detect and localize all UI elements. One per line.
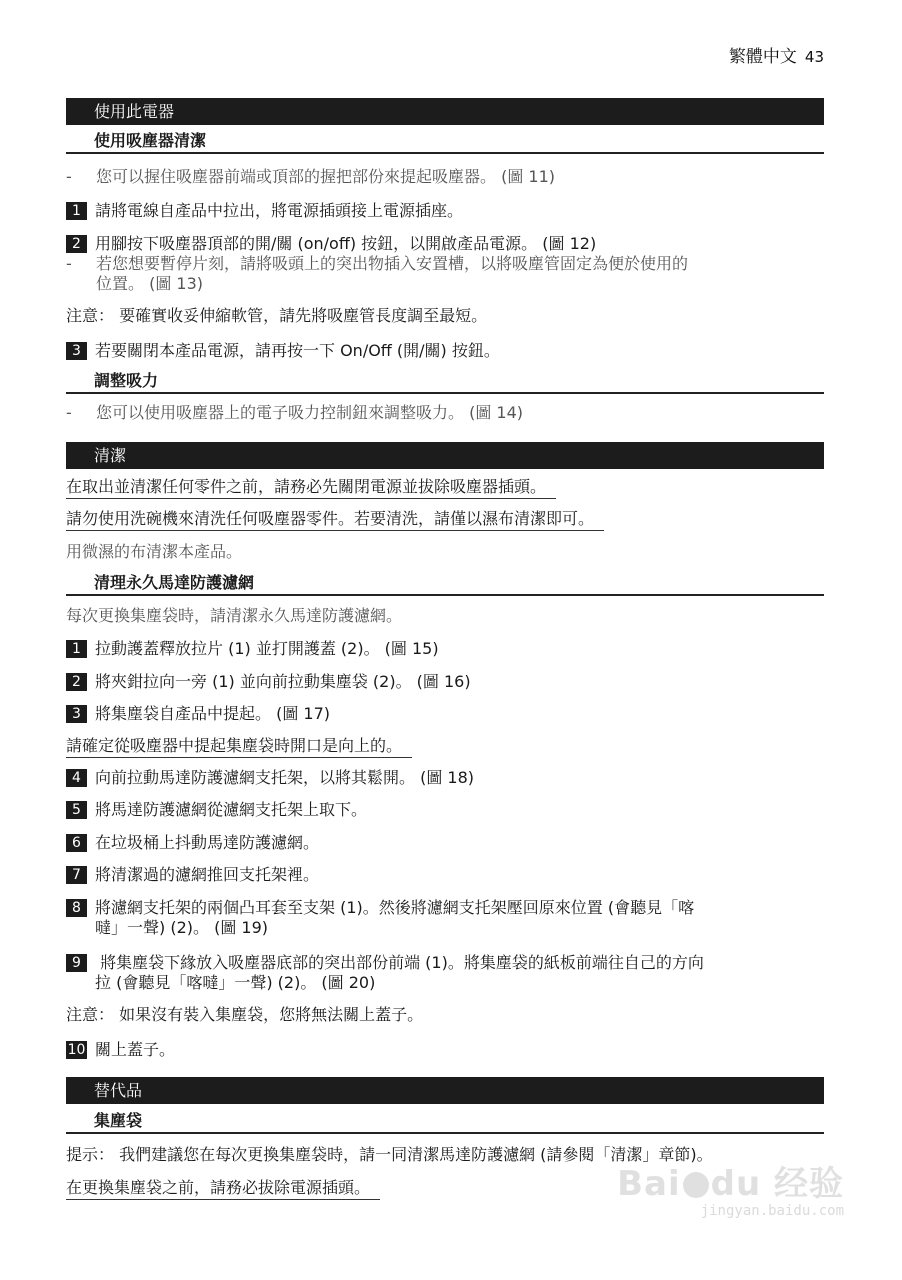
section-title-clean: 清潔: [66, 442, 824, 469]
paw-icon: [683, 1172, 709, 1198]
paragraph-clean-filter: 每次更換集塵袋時，請清潔永久馬達防護濾網。: [66, 606, 403, 625]
step-number-badge: 5: [66, 801, 87, 819]
page-header: [729, 46, 824, 68]
section-title-use: 使用此電器: [66, 98, 824, 125]
step-1-open-cover: 1 拉動護蓋釋放拉片 (1) 並打開護蓋 (2)。 (圖 15): [66, 639, 439, 659]
warning-bag-opening-up: 請確定從吸塵器中提起集塵袋時開口是向上的。: [66, 735, 412, 758]
section-title-replacement: 替代品: [66, 1077, 824, 1104]
warning-no-dishwasher: 請勿使用洗碗機來清洗任何吸塵器零件。若要清洗，請僅以濕布清潔即可。: [66, 508, 604, 531]
note-cannot-close-cover: 注意： 如果沒有裝入集塵袋，您將無法關上蓋子。: [66, 1005, 424, 1024]
page-number: 43: [804, 48, 824, 66]
language-label: 繁體中文: [728, 47, 797, 67]
step-2-pull-bag: 2 將夾鉗拉向一旁 (1) 並向前拉動集塵袋 (2)。 (圖 16): [66, 672, 471, 692]
note-telescopic-tube: 注意： 要確實收妥伸縮軟管，請先將吸塵管長度調至最短。: [66, 306, 488, 325]
baidu-logo: Bai du 经验: [617, 1164, 844, 1204]
step-7-push-back-filter: 7 將清潔過的濾網推回支托架裡。: [66, 865, 319, 885]
step-4-release-holder: 4 向前拉動馬達防護濾網支托架，以將其鬆開。 (圖 18): [66, 768, 474, 788]
step-8-attach-holder: 8 將濾網支托架的兩個凸耳套至支架 (1)。然後將濾網支托架壓回原來位置 (會聽見「喀 噠」一聲) (2)。 (圖 19): [66, 898, 694, 938]
step-5-remove-filter: 5 將馬達防護濾網從濾網支托架上取下。: [66, 800, 367, 820]
step-number-badge: 7: [66, 866, 87, 884]
step-9-insert-bag: 9 將集塵袋下緣放入吸塵器底部的突出部份前端 (1)。將集塵袋的紙板前端往自己的方向 拉 (會聽見「喀噠」一聲) (2)。 (圖 20): [66, 953, 704, 993]
step-10-close-cover: 10 關上蓋子。: [67, 1040, 176, 1059]
subheading-adjust-suction: 調整吸力: [66, 370, 824, 394]
step-number-badge: 3: [66, 342, 87, 360]
step-number-badge: 8: [66, 899, 87, 917]
step-number-badge: 1: [66, 202, 87, 220]
bullet-lift-cleaner: - 您可以握住吸塵器前端或頂部的握把部份來提起吸塵器。 (圖 11): [66, 167, 556, 186]
tip-clean-filter-with-bag: 提示： 我們建議您在每次更換集塵袋時，請一同清潔馬達防護濾網 (請參閱「清潔」章節)。: [66, 1145, 713, 1164]
subheading-dust-bag: 集塵袋: [66, 1110, 824, 1134]
subheading-motor-filter: 清理永久馬達防護濾網: [66, 572, 824, 596]
warning-unplug-before-replacing: 在更換集塵袋之前，請務必拔除電源插頭。: [66, 1177, 380, 1200]
step-number-badge: 2: [66, 235, 87, 253]
step-number-badge: 9: [66, 954, 87, 972]
baidu-watermark: [617, 1165, 844, 1219]
step-number-badge: 4: [66, 769, 87, 787]
step-number-badge: 3: [66, 705, 87, 723]
paragraph-damp-cloth: 用微濕的布清潔本產品。: [66, 542, 243, 561]
step-number-badge: 1: [66, 640, 87, 658]
step-3-power-off: 3 若要關閉本產品電源，請再按一下 On/Off (開/關) 按鈕。: [66, 341, 500, 361]
step-3-lift-bag: 3 將集塵袋自產品中提起。 (圖 17): [66, 704, 330, 724]
bullet-suction-control: - 您可以使用吸塵器上的電子吸力控制鈕來調整吸力。 (圖 14): [66, 403, 524, 422]
subheading-vacuum-cleaning: 使用吸塵器清潔: [66, 130, 824, 154]
step-6-shake-filter: 6 在垃圾桶上抖動馬達防護濾網。: [66, 833, 319, 853]
step-number-badge: 2: [66, 673, 87, 691]
bullet-parking-slot: - 若您想要暫停片刻，請將吸頭上的突出物插入安置槽，以將吸塵管固定為便於使用的 位置。 (圖 13): [66, 254, 689, 293]
step-1-plug-in: 1 請將電線自產品中拉出，將電源插頭接上電源插座。: [66, 201, 463, 221]
step-number-badge: 10: [67, 1042, 86, 1058]
watermark-url: jingyan.baidu.com: [700, 1203, 844, 1219]
step-number-badge: 6: [66, 834, 87, 852]
step-2-power-on: 2 用腳按下吸塵器頂部的開/關 (on/off) 按鈕，以開啟產品電源。 (圖 12): [66, 234, 596, 254]
warning-unplug-before-cleaning: 在取出並清潔任何零件之前，請務必先關閉電源並拔除吸塵器插頭。: [66, 476, 556, 499]
